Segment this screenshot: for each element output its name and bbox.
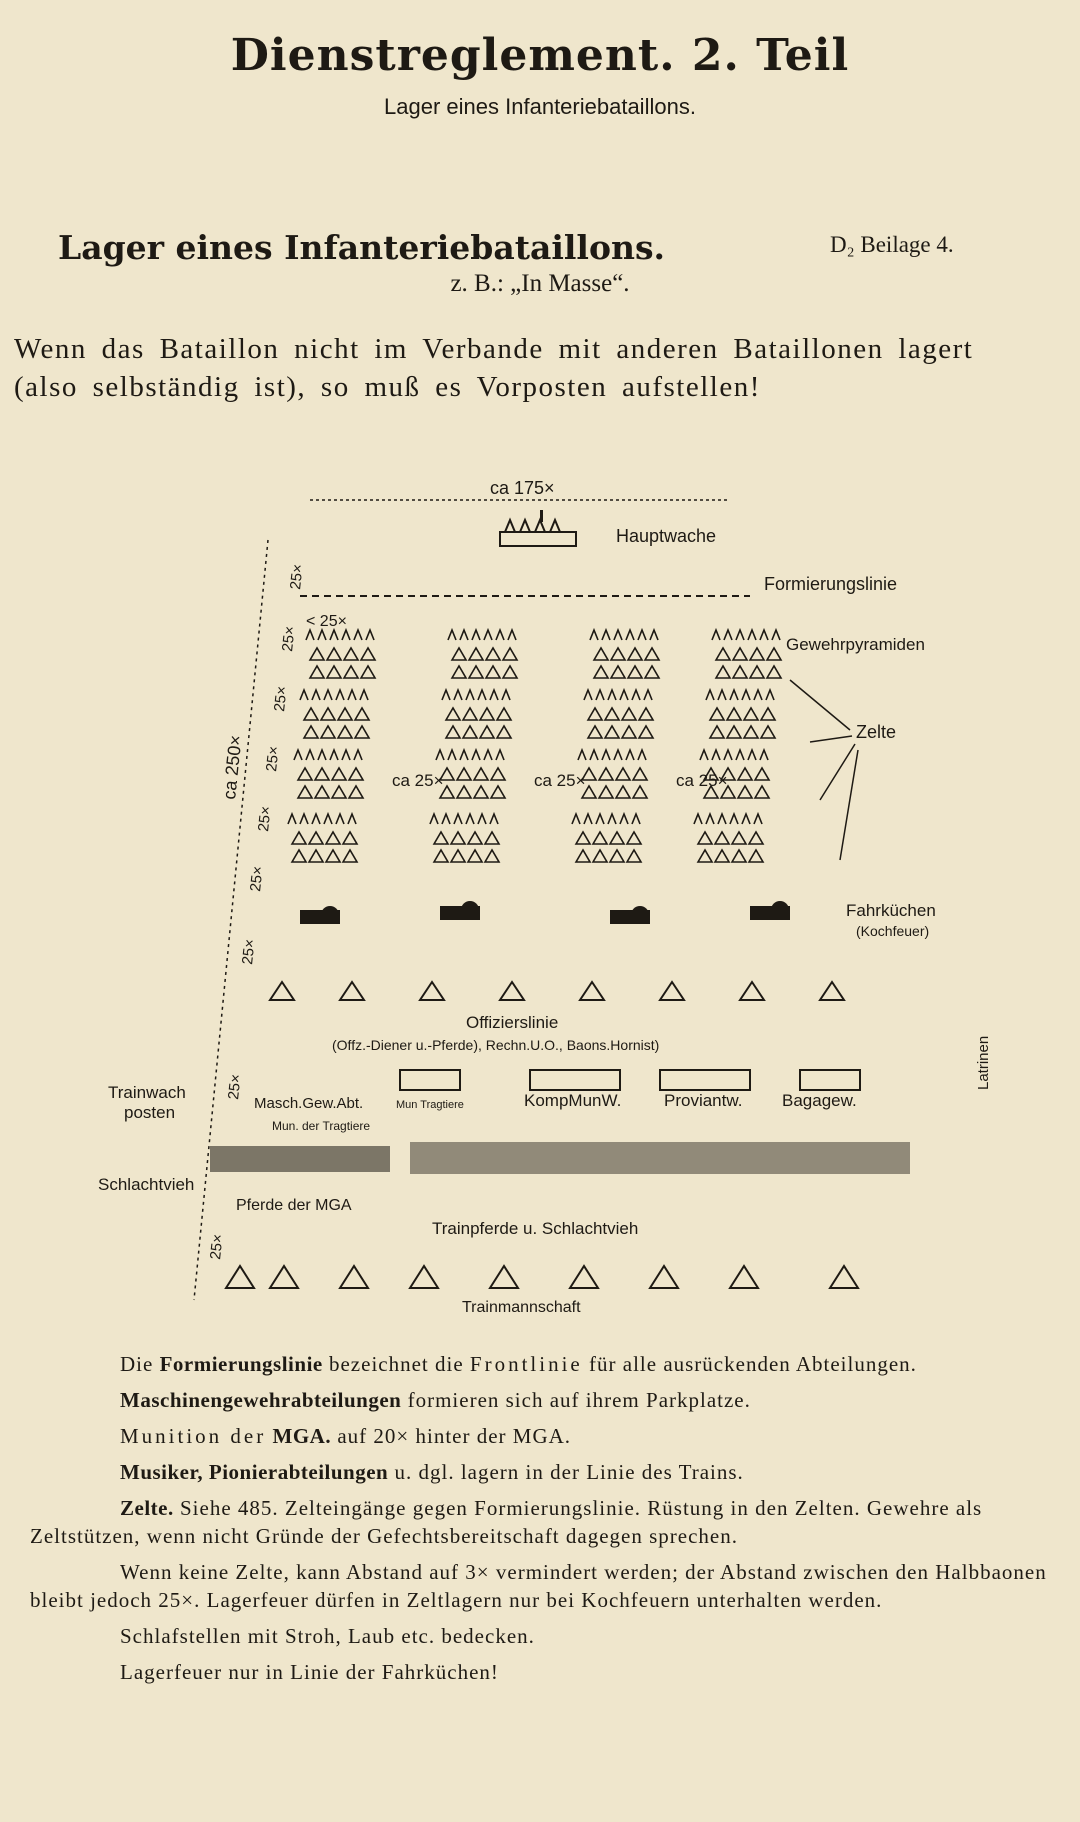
hauptwache-label: Hauptwache [616,526,717,546]
tent-group [594,666,659,678]
tent-group [588,708,653,720]
hauptwache-tents [500,510,576,546]
text-span: u. dgl. lagern in der Linie des Trains. [394,1460,744,1484]
spacing-label: 25× [247,865,267,893]
tent-group [292,832,357,844]
page-title: Dienstreglement. 2. Teil [230,30,850,81]
train-tent [340,1266,368,1288]
tent-group [582,768,647,780]
kochfeuer-label: (Kochfeuer) [856,923,930,939]
camp-diagram [0,460,1080,1340]
rifle-pyramid-group [584,690,652,700]
interval-label: ca 25× [534,771,586,790]
rifle-pyramid-group [442,690,510,700]
intro-paragraph: Wenn das Bataillon nicht im Verbande mit anderen Bataillonen lagert (also selbständig ist), so muß es Vorposten aufstellen! [14,333,974,403]
paragraph-zelte [30,1494,1060,1550]
train-tent [410,1266,438,1288]
text-span: auf 20× hinter der MGA. [337,1424,572,1448]
rifle-pyramid-group [590,630,658,640]
section-title: Lager eines Infanteriebataillons. [58,228,666,267]
spacing-label: 25× [279,625,299,653]
latrinen-label: Latrinen [975,1035,992,1090]
tent-group [298,768,363,780]
paragraph-formierungslinie [30,1350,1060,1378]
offizierslinie-detail: (Offz.-Diener u.-Pferde), Rechn.U.O., Baons.Hornist) [332,1037,660,1053]
spacing-label: 25× [271,685,291,713]
spacing-label: 25× [239,938,259,966]
trainpferde-label: Trainpferde u. Schlachtvieh [432,1219,639,1238]
zelte-label: Zelte [856,722,897,742]
trainmannschaft-label: Trainmannschaft [462,1299,581,1316]
tent-grid [288,630,781,862]
trainwachposten-label-2: posten [124,1103,176,1122]
interval-label: ca 25× [676,771,728,790]
section-reference: D₂ Beilage 4. [830,232,954,257]
text-span: bezeichnet die [328,1352,464,1376]
bold-term: MGA. [272,1424,332,1448]
offizierslinie-label: Offizierslinie [466,1013,559,1032]
paragraph-musiker [30,1458,1060,1486]
tent-group [698,850,763,862]
tent-group [292,850,357,862]
rifle-pyramid-group [306,630,374,640]
train-tent [226,1266,254,1288]
tent-group [440,768,505,780]
spaced-term: Munition der [120,1424,267,1448]
paragraph-munition [30,1422,1060,1450]
trainwachposten-label-1: Trainwach [108,1083,186,1102]
rifle-pyramid-group [572,814,640,824]
kompmunw-label: KompMunW. [524,1091,622,1110]
tent-group [588,726,653,738]
tent-group [446,708,511,720]
tent-group [310,648,375,660]
bold-term: Formierungslinie [159,1352,323,1376]
paragraph-schlafstellen: Schlafstellen mit Stroh, Laub etc. bedecken. [120,1624,535,1648]
rifle-pyramid-group [712,630,780,640]
tent-group [716,648,781,660]
camp-diagram-svg [0,460,1080,1340]
text-span: formieren sich auf ihrem Parkplatze. [407,1388,751,1412]
offizierslinie-row [270,982,844,1000]
trainmannschaft-tents [226,1266,858,1288]
train-tent [830,1266,858,1288]
tent-group [298,786,363,798]
tent-group [452,648,517,660]
tent-group [710,708,775,720]
rifle-pyramid-group [578,750,646,760]
tent-group [304,726,369,738]
horses-row [210,1142,910,1174]
bold-term: Maschinengewehrabteilungen [120,1388,402,1412]
schlachtvieh-label: Schlachtvieh [98,1175,195,1194]
tent-group [576,850,641,862]
spaced-term: Frontlinie [469,1352,583,1376]
spacing-label: 25× [263,745,283,773]
spacing-label: 25× [225,1073,245,1101]
tent-group [440,786,505,798]
train-tent [570,1266,598,1288]
depth-label: ca 250× [219,734,246,801]
tent-group [310,666,375,678]
spacing-label: 25× [255,805,275,833]
paragraph-abstand: Wenn keine Zelte, kann Abstand auf 3× vermindert werden; der Abstand zwischen den Halbbaonen bleibt jedoch 25×. Lagerfeuer dürfen in Zeltlagern nur bei Kochfeuern unterhalten werden. [30,1560,1047,1612]
train-tent [730,1266,758,1288]
bold-term: Zelte. [120,1496,174,1520]
text-span: Die [120,1352,154,1376]
rifle-pyramid-group [430,814,498,824]
interval-label: ca 25× [392,771,444,790]
rifle-pyramid-group [706,690,774,700]
page-subtitle: Lager eines Infanteriebataillons. [384,94,696,119]
rifle-pyramid-group [294,750,362,760]
section-example: z. B.: „In Masse“. [450,270,630,297]
bold-term: Musiker, Pionierabteilungen [120,1460,389,1484]
text-span: Siehe 485. Zelteingänge gegen Formierungslinie. Rüstung in den Zelten. Gewehre als Zeltstützen, wenn nicht Gründe der Gefechtsbereitschaft dagegen sprechen. [30,1496,983,1548]
depth-dimension-line [194,540,268,1300]
zelte-arrows [790,680,858,860]
gap-label: < 25× [306,613,347,630]
train-tent [270,1266,298,1288]
body-text [30,1350,1060,1694]
train-tent [490,1266,518,1288]
tent-group [446,726,511,738]
tent-group [698,832,763,844]
text-span: für alle ausrückenden Abteilungen. [589,1352,917,1376]
fahrkuechen-label: Fahrküchen [846,901,936,920]
train-tent [650,1266,678,1288]
bagagew-label: Bagagew. [782,1091,857,1110]
spacing-label: 25× [287,563,307,591]
tent-group [434,832,499,844]
width-label: ca 175× [490,478,555,498]
train-wagons [400,1070,860,1090]
tent-group [716,666,781,678]
tent-group [304,708,369,720]
mun-tragtiere-label-2: Mun Tragtiere [396,1099,464,1111]
paragraph-mga [30,1386,1060,1414]
spacing-label: 25× [207,1233,227,1261]
tent-group [434,850,499,862]
tent-group [576,832,641,844]
pferde-mga-label: Pferde der MGA [236,1197,352,1214]
proviantw-label: Proviantw. [664,1091,743,1110]
tent-group [582,786,647,798]
rifle-pyramid-group [288,814,356,824]
rifle-pyramid-group [700,750,768,760]
formierungslinie-label: Formierungslinie [764,574,898,594]
rifle-pyramid-group [694,814,762,824]
tent-group [452,666,517,678]
tent-group [710,726,775,738]
fahrkuechen-row [300,901,790,924]
masch-gew-abt-label: Masch.Gew.Abt. [254,1095,364,1112]
mun-tragtiere-label: Mun. der Tragtiere [272,1119,371,1133]
rifle-pyramid-group [436,750,504,760]
tent-group [594,648,659,660]
rifle-pyramid-group [300,690,368,700]
rifle-pyramid-group [448,630,516,640]
paragraph-lagerfeuer: Lagerfeuer nur in Linie der Fahrküchen! [120,1660,499,1684]
gewehrpyramiden-label: Gewehrpyramiden [786,635,925,654]
